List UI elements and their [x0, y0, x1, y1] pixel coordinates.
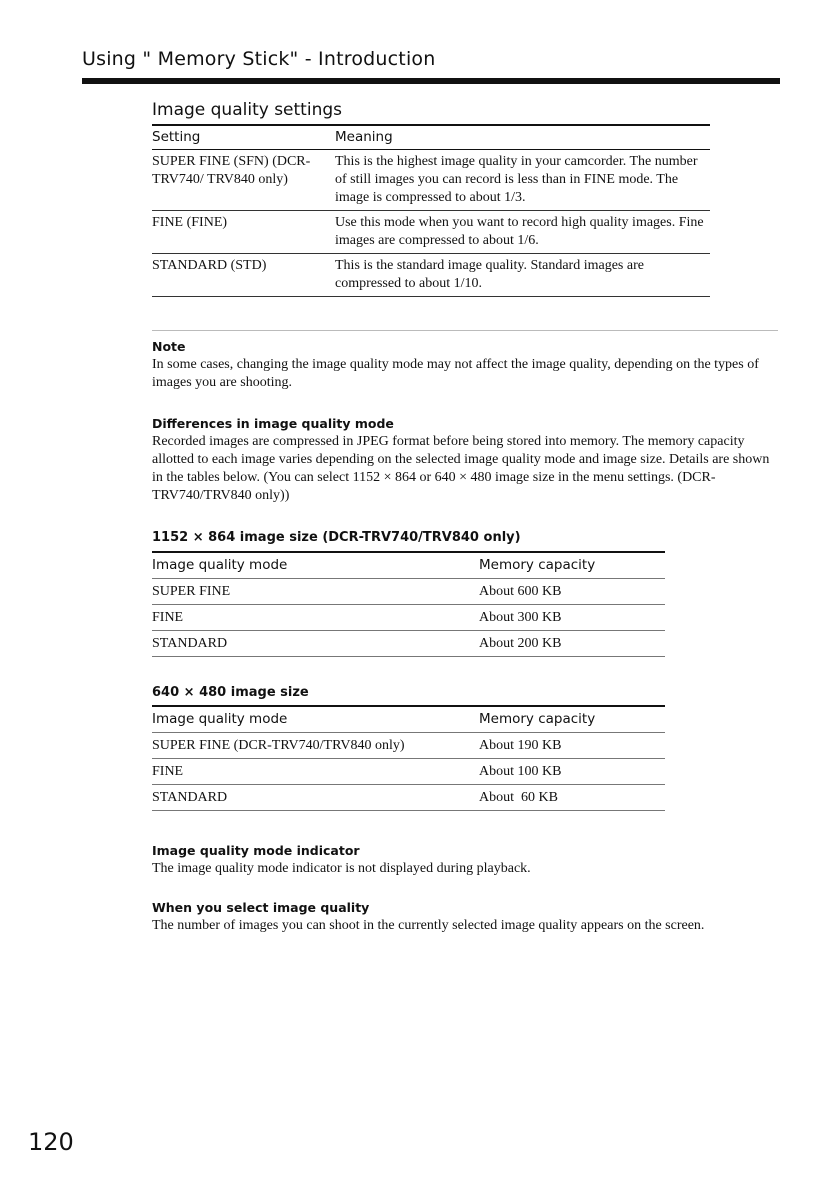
indicator-label: Image quality mode indicator — [152, 843, 360, 858]
differences-label: Differences in image quality mode — [152, 416, 394, 431]
header-rule — [82, 78, 780, 84]
setting-cell: FINE (FINE) — [152, 211, 335, 254]
capacity-cell: About 100 KB — [479, 759, 665, 785]
meaning-cell: This is the standard image quality. Standard images are compressed to about 1/10. — [335, 254, 710, 297]
differences-text: Recorded images are compressed in JPEG format before being stored into memory. The memory capacity allotted to each image varies depending on the selected image quality mode and image size. Details are shown in the tables below. (You can select 1152 × 864 or 640 × 480 image size in the menu settings. (DCR-TRV740/TRV840 only)) — [152, 434, 770, 503]
table-row — [152, 150, 710, 211]
column-header-meaning: Meaning — [335, 125, 710, 150]
select-label: When you select image quality — [152, 900, 370, 915]
mode-cell: SUPER FINE (DCR-TRV740/TRV840 only) — [152, 733, 479, 759]
note-text: In some cases, changing the image quality mode may not affect the image quality, depending on the types of images you are shooting. — [152, 357, 759, 390]
table2 — [152, 705, 665, 811]
capacity-cell: About 300 KB — [479, 605, 665, 631]
capacity-cell: About 600 KB — [479, 579, 665, 605]
table-row — [152, 759, 665, 785]
table-row — [152, 579, 665, 605]
column-header-setting: Setting — [152, 125, 335, 150]
mode-cell: STANDARD — [152, 785, 479, 811]
setting-cell: STANDARD (STD) — [152, 254, 335, 297]
indicator-text: The image quality mode indicator is not displayed during playback. — [152, 861, 531, 876]
table-row — [152, 631, 665, 657]
mode-cell: FINE — [152, 759, 479, 785]
capacity-cell: About 190 KB — [479, 733, 665, 759]
section-title: Image quality settings — [152, 100, 342, 120]
setting-cell — [152, 150, 335, 211]
meaning-cell: This is the highest image quality in your camcorder. The number of still images you can record is less than in FINE mode. The image is compressed to about 1/3. — [335, 150, 710, 211]
column-header-mode: Image quality mode — [152, 706, 479, 733]
table-row — [152, 605, 665, 631]
table-row — [152, 211, 710, 254]
table-row — [152, 254, 710, 297]
table-row — [152, 733, 665, 759]
setting-text: SUPER FINE (SFN) (DCR-TRV740/ TRV840 only) — [152, 154, 311, 187]
capacity-cell: About 60 KB — [479, 785, 665, 811]
note-label: Note — [152, 339, 186, 354]
page-number: 120 — [28, 1128, 74, 1156]
column-header-capacity: Memory capacity — [479, 552, 665, 579]
capacity-cell: About 200 KB — [479, 631, 665, 657]
note-divider — [152, 330, 778, 331]
column-header-capacity: Memory capacity — [479, 706, 665, 733]
meaning-cell: Use this mode when you want to record high quality images. Fine images are compressed to about 1/6. — [335, 211, 710, 254]
mode-cell: SUPER FINE — [152, 579, 479, 605]
page-header-title: Using " Memory Stick" - Introduction — [82, 48, 436, 70]
mode-cell: FINE — [152, 605, 479, 631]
table-row — [152, 785, 665, 811]
table1 — [152, 551, 665, 657]
mode-cell: STANDARD — [152, 631, 479, 657]
table2-title: 640 × 480 image size — [152, 685, 309, 700]
settings-table — [152, 124, 710, 297]
column-header-mode: Image quality mode — [152, 552, 479, 579]
table1-title: 1152 × 864 image size (DCR-TRV740/TRV840 only) — [152, 530, 521, 545]
select-text: The number of images you can shoot in the currently selected image quality appears on the screen. — [152, 918, 705, 933]
